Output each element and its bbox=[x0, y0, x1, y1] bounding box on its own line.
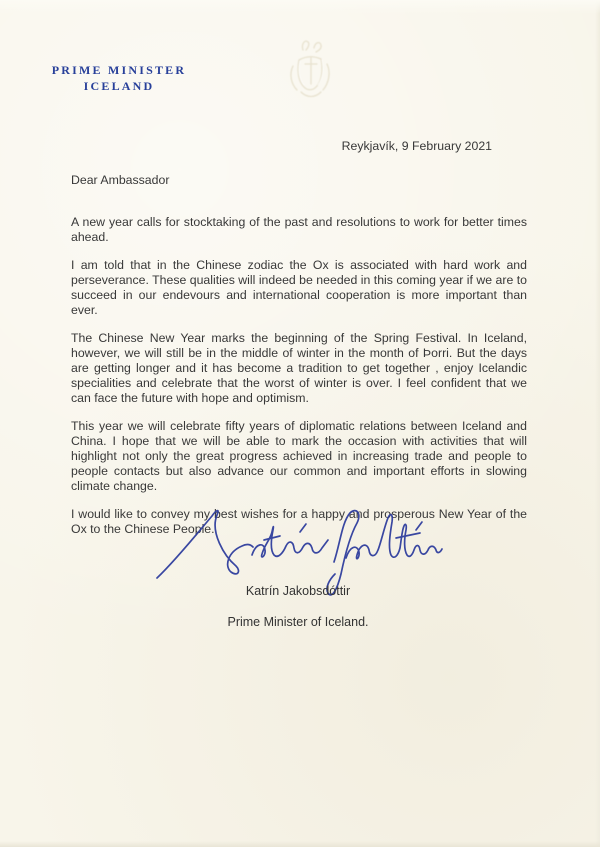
paragraph-1: A new year calls for stocktaking of the past and resolutions to work for better times ahead. bbox=[71, 215, 527, 244]
paragraph-4: This year we will celebrate fifty years of diplomatic relations between Iceland and China. I hope that we will be able to mark the occasion with activities that will highlight not only the great progress achieved in increasing trade and people to people contacts but also advance our common and important efforts in slowing climate change. bbox=[71, 419, 527, 493]
paragraph-5: I would like to convey my best wishes for a happy and prosperous New Year of the Ox to the Chinese People. bbox=[71, 507, 527, 536]
letterhead-line1: PRIME MINISTER bbox=[51, 63, 187, 77]
letterhead bbox=[50, 62, 188, 94]
dateline: Reykjavík, 9 February 2021 bbox=[341, 139, 492, 153]
signatory-name: Katrín Jakobsdóttir bbox=[245, 584, 351, 598]
signatory-title: Prime Minister of Iceland. bbox=[227, 615, 369, 629]
paragraph-3: The Chinese New Year marks the beginning of the Spring Festival. In Iceland, however, we will still be in the middle of winter in the month of Þorri. But the days are getting longer and it has become a tradition to get together , enjoy Icelandic specialities and celebrate that the worst of winter is over. I feel confident that we can face the future with hope and optimism. bbox=[71, 331, 527, 405]
salutation: Dear Ambassador bbox=[71, 173, 170, 187]
paragraph-2: I am told that in the Chinese zodiac the Ox is associated with hard work and perseverance. These qualities will indeed be needed in this coming year if we are to succeed in our endevours and international cooperation is more important than ever. bbox=[71, 258, 527, 317]
embossed-seal-icon bbox=[281, 36, 339, 104]
letter-body bbox=[71, 139, 527, 550]
letterhead-line2: ICELAND bbox=[83, 79, 155, 93]
